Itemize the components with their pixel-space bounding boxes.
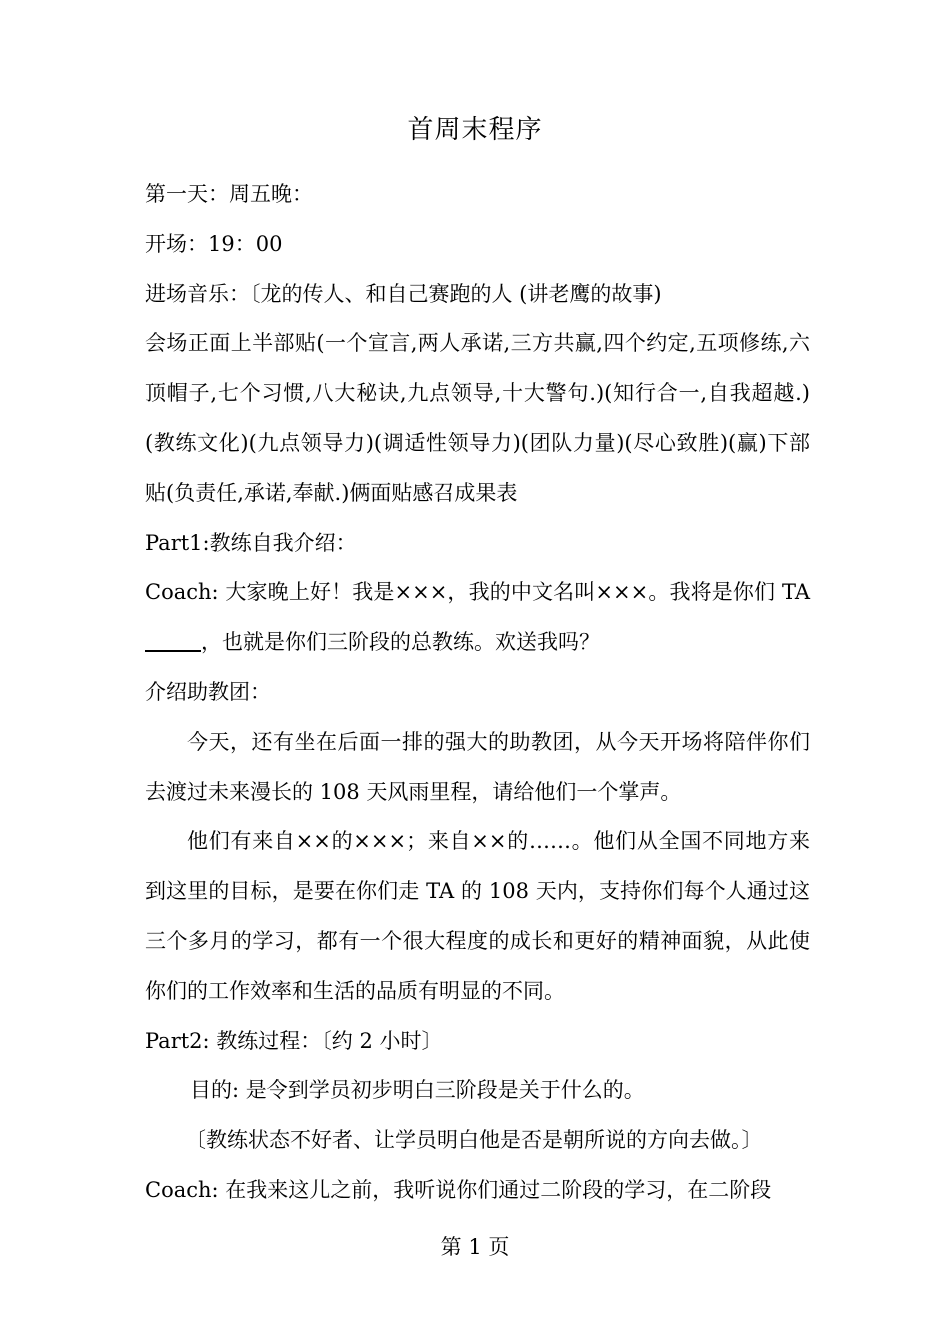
document-title: 首周末程序 xyxy=(407,115,543,145)
paragraph-purpose: 目的: 是令到学员初步明白三阶段是关于什么的。 xyxy=(190,1078,645,1103)
fill-in-blank xyxy=(145,630,201,652)
paragraph-opening-time: 开场：19：00 xyxy=(145,231,283,256)
paragraph-assistant-team-heading: 介绍助教团： xyxy=(145,679,271,704)
coach-intro-text: Coach: 大家晚上好！我是×××，我的中文名叫×××。我将是你们 TA xyxy=(145,580,810,605)
paragraph-assistant-origins: 他们有来自××的×××；来自××的……。他们从全国不同地方来到这里的目标，是要在你们走 TA 的 108 天内，支持你们每个人通过这三个多月的学习，都有一个很大程度的成长和更好的精神面貌，从此使你们的工作效率和生活的品质有明显的不同。 xyxy=(145,829,810,1003)
paragraph-entrance-music: 进场音乐：〔龙的传人、和自己赛跑的人 (讲老鹰的故事) xyxy=(145,281,662,306)
paragraph-coach-intro xyxy=(145,568,810,668)
paragraph-day-one: 第一天：周五晚： xyxy=(145,182,313,206)
paragraph-part2-heading: Part2: 教练过程：〔约 2 小时〕 xyxy=(145,1028,443,1053)
paragraph-venue-posters: 会场正面上半部贴(一个宣言,两人承诺,三方共赢,四个约定,五项修练,六顶帽子,七个习惯,八大秘诀,九点领导,十大警句.)(知行合一,自我超越.)(教练文化)(九点领导力)(调适性领导力)(团队力量)(尽心致胜)(赢)下部贴(负责任,承诺,奉献.)俩面贴感召成果表 xyxy=(145,331,810,505)
page-number: 第 1 页 xyxy=(440,1235,510,1259)
paragraph-coach-second-stage: Coach: 在我来这儿之前，我听说你们通过二阶段的学习，在二阶段 xyxy=(145,1177,772,1202)
coach-intro-text-end: ，也就是你们三阶段的总教练。欢送我吗？ xyxy=(201,630,600,655)
document-body xyxy=(145,170,810,1216)
paragraph-assistant-team: 今天，还有坐在后面一排的强大的助教团，从今天开场将陪伴你们去渡过未来漫长的 108 天风雨里程，请给他们一个掌声。 xyxy=(145,729,810,804)
paragraph-coach-state-note: 〔教练状态不好者、让学员明白他是否是朝所说的方向去做。〕 xyxy=(185,1128,763,1153)
paragraph-part1-heading: Part1:教练自我介绍： xyxy=(145,530,357,555)
